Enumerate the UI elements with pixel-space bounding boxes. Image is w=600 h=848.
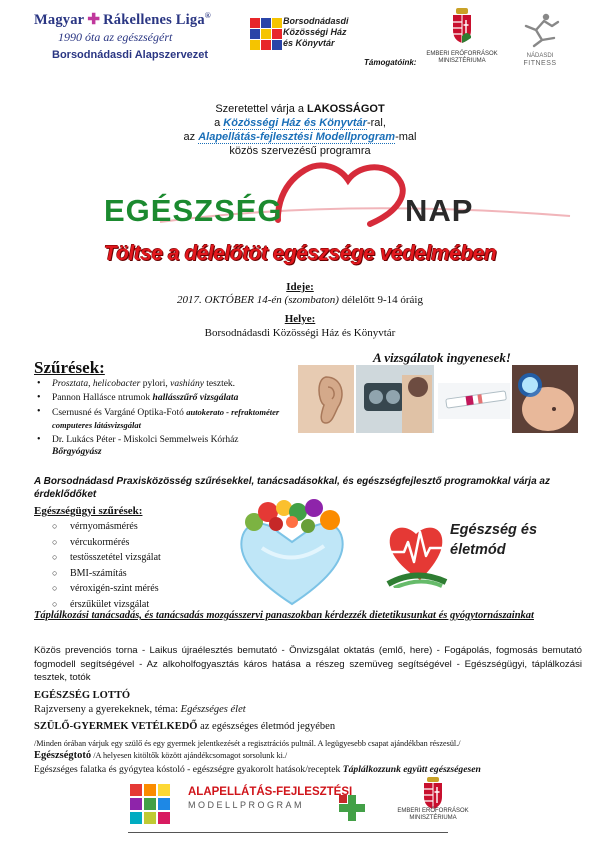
screen-term: Bőrgyógyász <box>52 447 102 457</box>
fruit-heart-icon <box>232 498 352 610</box>
screen-text: Dr. Lukács Péter - Miskolci Semmelweis Kórház <box>52 435 239 445</box>
modellprogram-title: ALAPELLÁTÁS-FEJLESZTÉSI <box>188 786 353 798</box>
test-strip-photo-icon <box>438 383 510 419</box>
screenings-title: Szűrések: <box>34 358 105 377</box>
fitness-logo <box>516 12 564 67</box>
fitness-label <box>516 53 564 67</box>
emmi-label-line: MINISZTÉRIUMA <box>438 58 486 64</box>
green-cross-icon <box>339 795 365 821</box>
parent-child-note: /Minden órában várjuk egy szülő és egy gyermek jelentkezését a regisztrációs pultnál. A legügyesebb csapat ajándékban részesül./ <box>34 739 461 748</box>
screenings-list <box>34 378 290 460</box>
emmi-logo <box>422 8 502 65</box>
coat-of-arms-icon <box>424 777 442 809</box>
invite-audience: LAKOSSÁGOT <box>307 103 385 115</box>
lotto-title-text: EGÉSZSÉG LOTTÓ <box>34 690 130 701</box>
kh-logo-icon <box>250 18 282 50</box>
screen-term: helicobacter <box>92 379 141 389</box>
screen-text: Csernusné és Vargáné Optika-Fotó <box>52 408 187 418</box>
screen-text: , <box>88 379 93 389</box>
screen-text: pylori, <box>140 379 171 389</box>
emmi-bottom-label <box>388 808 478 822</box>
title-egeszseg: EGÉSZSÉG <box>104 193 283 228</box>
parent-child-line <box>34 720 594 733</box>
diet-text: Táplálkozási tanácsadás, és tanácsadás mozgásszervi panaszokban kérdezzék dietetikusunkat és gyógytornászainkat <box>34 610 534 621</box>
list-item <box>34 378 290 390</box>
fitness-label-line: FITNESS <box>523 60 557 67</box>
toto-title: Egészségtotó <box>34 750 92 761</box>
list-item: ○ BMI-számítás <box>34 566 244 582</box>
modellprogram-logo-icon <box>130 784 170 824</box>
invite-line-1 <box>0 102 600 116</box>
coat-of-arms-icon <box>451 8 473 44</box>
praxis-text: A Borsodnádasd Praxisközösség szűrésekkel, tanácsadásokkal, és egészségfejlesztő programokkal várja az érdeklődőket <box>34 476 550 500</box>
when-label <box>0 281 600 294</box>
emmi-label-line: EMBERI ERŐFORRÁSOK <box>397 808 469 814</box>
invite-line-3 <box>0 130 600 144</box>
invite-text: -mal <box>395 131 417 143</box>
liga-reg-mark: ® <box>204 11 211 21</box>
kh-logo-line: és Könyvtár <box>283 38 335 48</box>
invite-text: -ral, <box>366 117 386 129</box>
health-title: Egészségügyi szűrések: <box>34 505 143 517</box>
list-item: ○ vércukormérés <box>34 535 244 551</box>
events-text: Közös prevenciós torna - Laikus újraélesztés bemutató - Önvizsgálat oktatás (emlő, here) - Fogápolás, fogmosás bemutató fogmodell segítségével - Az alkoholfogyasztás káros hatása a részeg szemüveg segítségével - Egészségügyi, táplálkozási tesztek, totók <box>34 645 582 683</box>
toto-desc: /A helyesen kitöltők között ajándékcsomagot sorsolunk ki./ <box>91 751 288 760</box>
fitness-figure-icon <box>520 12 560 48</box>
list-item: ○ érszűkület vizsgálat <box>34 597 244 613</box>
invite-text: az <box>183 131 199 143</box>
food-slogan: Táplálkozzunk együtt egészségesen <box>342 764 481 775</box>
where-label-text: Helye: <box>284 313 316 325</box>
fitness-label-line: NÁDASDI <box>526 53 554 59</box>
list-item <box>34 434 290 458</box>
invite-line-4: közös szervezésű programra <box>229 145 371 157</box>
when-time: délelőtt 9-14 óráig <box>338 294 423 306</box>
kh-logo-line: Közösségi Ház <box>283 27 347 37</box>
emmi-label-line: MINISZTÉRIUMA <box>409 815 457 821</box>
where-place: Borsodnádasdi Közösségi Ház és Könyvtár <box>204 327 396 339</box>
healthy-lifestyle-line: Egészség és <box>450 522 538 538</box>
healthy-lifestyle-line: életmód <box>450 542 506 558</box>
emmi-label <box>422 51 502 65</box>
list-item <box>34 406 290 432</box>
screening-photos <box>298 365 578 433</box>
screen-text: tesztek. <box>203 379 236 389</box>
screen-term: vashiány <box>170 379 204 389</box>
modellprogram-subtitle: MODELLPROGRAM <box>188 800 305 810</box>
health-list <box>34 519 244 612</box>
skin-exam-photo-icon <box>512 365 578 433</box>
list-item: ○ testösszetétel vizsgálat <box>34 550 244 566</box>
footer-divider <box>128 832 448 833</box>
kh-link[interactable]: Közösségi Ház és Könyvtár <box>223 117 367 129</box>
lotto-desc <box>34 703 594 716</box>
slogan: Töltse a délelőtöt egészsége védelmében <box>103 242 497 265</box>
invite-line-2 <box>0 116 600 130</box>
ear-photo-icon <box>298 365 354 433</box>
liga-subtitle: 1990 óta az egészségért <box>58 30 173 44</box>
modellprogram-link[interactable]: Alapellátás-fejlesztési Modellprogram <box>198 131 396 143</box>
lotto-theme: Egészséges élet <box>180 704 246 715</box>
healthy-lifestyle-text <box>450 520 537 560</box>
screen-term: hallásszűrő vizsgálata <box>152 393 239 403</box>
when-line <box>0 294 600 307</box>
eye-exam-photo-icon <box>356 365 434 433</box>
support-label: Támogatóink: <box>364 58 417 67</box>
lotto-title <box>34 689 594 702</box>
when-date: 2017. OKTÓBER 14-én (szombaton) <box>177 294 339 306</box>
screen-text: Pannon Hallásce ntrumok <box>52 393 153 403</box>
liga-name-right: Rákellenes Liga <box>103 12 205 28</box>
emmi-label-line: EMBERI ERŐFORRÁSOK <box>426 51 498 57</box>
liga-name-left: Magyar <box>34 12 85 28</box>
parent-child-desc: az egészséges életmód jegyében <box>197 721 336 732</box>
kh-logo-line: Borsodnádasdi <box>283 16 349 26</box>
invite-text: a <box>214 117 224 129</box>
list-item: ○ vérnyomásmérés <box>34 519 244 535</box>
list-item <box>34 392 290 404</box>
lotto-desc-text: Rajzverseny a gyerekeknek, téma: <box>34 704 181 715</box>
free-note: A vizsgálatok ingyenesek! <box>373 350 511 365</box>
liga-cross-icon: ✚ <box>87 12 101 28</box>
screen-term: Prosztata <box>52 379 89 389</box>
food-text: Egészséges falatka és gyógytea kóstoló - egészségre gyakorolt hatások/receptek <box>34 764 343 775</box>
list-item: ○ véroxigén-szint mérés <box>34 581 244 597</box>
where-label <box>0 313 600 326</box>
when-label-text: Ideje: <box>286 281 314 293</box>
kh-logo-text <box>283 16 349 49</box>
title-nap: NAP <box>405 193 474 228</box>
screen-term: autokerato - refraktométer computeres látásvizsgálat <box>52 407 280 430</box>
invite-text: Szeretettel várja a <box>215 103 308 115</box>
liga-name <box>34 10 211 29</box>
parent-child-title: SZÜLŐ-GYERMEK VETÉLKEDŐ <box>34 721 198 732</box>
toto-line <box>34 749 594 762</box>
liga-branch: Borsodnádasdi Alapszervezet <box>52 49 209 61</box>
